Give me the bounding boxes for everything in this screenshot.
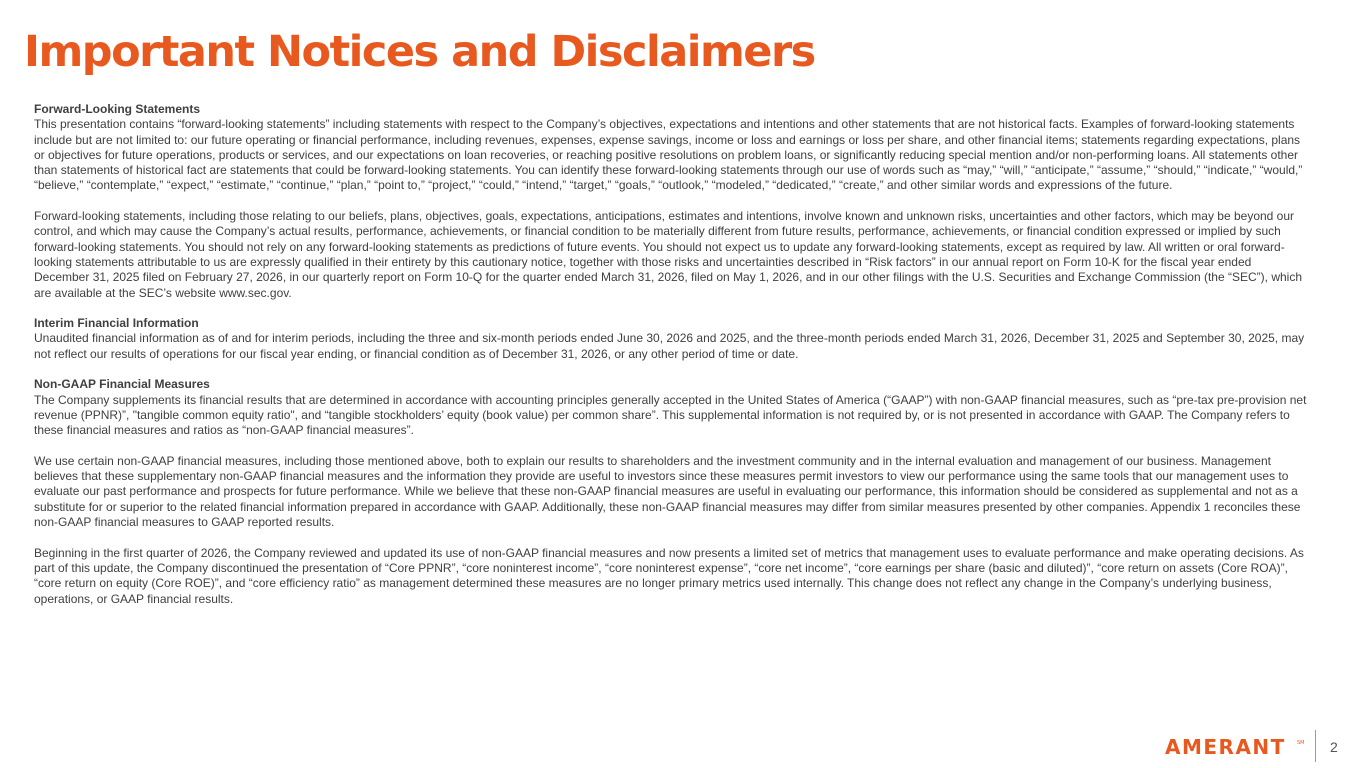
interim-paragraph-1: Unaudited financial information as of and for interim periods, including the three and six-month periods ended June 30, 2026 and 2025, and the three-month periods ended March 31, 2026, December 31, 2025 and September 30, 2025, may not reflect our results of operations for our fiscal year ending, or financial condition as of December 31, 2026, or any other period of time or date. bbox=[34, 331, 1305, 361]
non-gaap-paragraph-2: We use certain non-GAAP financial measures, including those mentioned above, both to explain our results to shareholders and the investment community and in the internal evaluation and management of our business. Management believes that these supplementary non-GAAP financial measures and the information they provide are useful to investors since these measures permit investors to view our performance using the same tools that our management uses to evaluate our past performance and prospects for future performance. While we believe that these non-GAAP financial measures are useful in evaluating our performance, this information should be considered as supplemental and not as a substitute for or superior to the related financial information prepared in accordance with GAAP. Additionally, these non-GAAP financial measures may differ from similar measures presented by other companies. Appendix 1 reconciles these non-GAAP financial measures to GAAP reported results. bbox=[34, 453, 1301, 530]
logo-wordmark: AMERANT bbox=[1165, 737, 1286, 757]
interim-heading: Interim Financial Information bbox=[34, 316, 199, 331]
non-gaap-heading: Non-GAAP Financial Measures bbox=[34, 377, 210, 392]
amerant-logo bbox=[1165, 737, 1305, 757]
forward-looking-paragraph-1: This presentation contains “forward-looking statements” including statements with respect to the Company’s objectives, expectations and intentions and other statements that are not historical facts. Examples of forward-looking statements include but are not limited to: our future operating or financial performance, including revenues, expenses, expense savings, income or loss and earnings or loss per share, and other financial items; statements regarding expectations, plans or objectives for future operations, products or services, and our expectations on loan recoveries, or reaching positive resolutions on problem loans, or significantly reducing special mention and/or non-performing loans. All statements other than statements of historical fact are statements that could be forward-looking statements. You can identify these forward-looking statements through our use of words such as “may,” “will,” “anticipate,” “assume,” “should,” “indicate,” “would,” “believe,” “contemplate,” “expect,” “estimate,” “continue,” “plan,” “point to,” “project,” “could,” “intend,” “target,” “goals,” “outlook,” “modeled,” “dedicated,” “create,” and other similar words and expressions of the future. bbox=[34, 117, 1303, 193]
amerant-logo-image bbox=[1165, 737, 1305, 757]
page-title: Important Notices and Disclaimers bbox=[24, 27, 815, 77]
forward-looking-paragraph-2-block bbox=[34, 209, 1308, 301]
non-gaap-paragraph-1: The Company supplements its financial results that are determined in accordance with accounting principles generally accepted in the United States of America (“GAAP”) with non-GAAP financial measures, such as “pre-tax pre-provision net revenue (PPNR)”, "tangible common equity ratio", and “tangible stockholders’ equity (book value) per common share”. This supplemental information is not required by, or is not presented in accordance with GAAP. The Company refers to these financial measures and ratios as “non-GAAP financial measures”. bbox=[34, 392, 1307, 438]
forward-looking-section bbox=[34, 102, 1308, 194]
non-gaap-paragraph-3: Beginning in the first quarter of 2026, the Company reviewed and updated its use of non-GAAP financial measures and now presents a limited set of metrics that management uses to evaluate performance and make operating decisions. As part of this update, the Company discontinued the presentation of “Core PPNR”, “core noninterest income”, “core noninterest expense”, “core net income”, “core earnings per share (basic and diluted)”, “core return on assets (Core ROA)”, “core return on equity (Core ROE)”, and “core efficiency ratio” as management determined these measures are no longer primary metrics used internally. This change does not reflect any change in the Company’s underlying business, operations, or GAAP financial results. bbox=[34, 545, 1304, 606]
logo-service-mark: SM bbox=[1297, 740, 1305, 746]
interim-section bbox=[34, 316, 1308, 362]
non-gaap-paragraph-3-block bbox=[34, 546, 1308, 607]
page-number: 2 bbox=[1330, 739, 1338, 755]
non-gaap-paragraph-2-block bbox=[34, 454, 1308, 530]
footer-divider bbox=[1315, 730, 1316, 762]
disclaimer-body bbox=[34, 102, 1308, 622]
forward-looking-heading: Forward-Looking Statements bbox=[34, 102, 201, 116]
non-gaap-section bbox=[34, 377, 1308, 438]
forward-looking-paragraph-2: Forward-looking statements, including those relating to our beliefs, plans, objectives, goals, expectations, anticipations, estimates and intentions, involve known and unknown risks, uncertainties and other factors, which may be beyond our control, and which may cause the Company’s actual results, performance, achievements, or financial condition to be materially different from future results, performance, achievements, or financial condition expressed or implied by such forward-looking statements. You should not rely on any forward-looking statements as predictions of future events. You should not expect us to update any forward-looking statements, except as required by law. All written or oral forward-looking statements attributable to us are expressly qualified in their entirety by this cautionary notice, together with those risks and uncertainties described in “Risk factors” in our annual report on Form 10-K for the fiscal year ended December 31, 2025 filed on February 27, 2026, in our quarterly report on Form 10-Q for the quarter ended March 31, 2026, filed on May 1, 2026, and in our other filings with the U.S. Securities and Exchange Commission (the “SEC”), which are available at the SEC’s website www.sec.gov. bbox=[34, 209, 1302, 300]
